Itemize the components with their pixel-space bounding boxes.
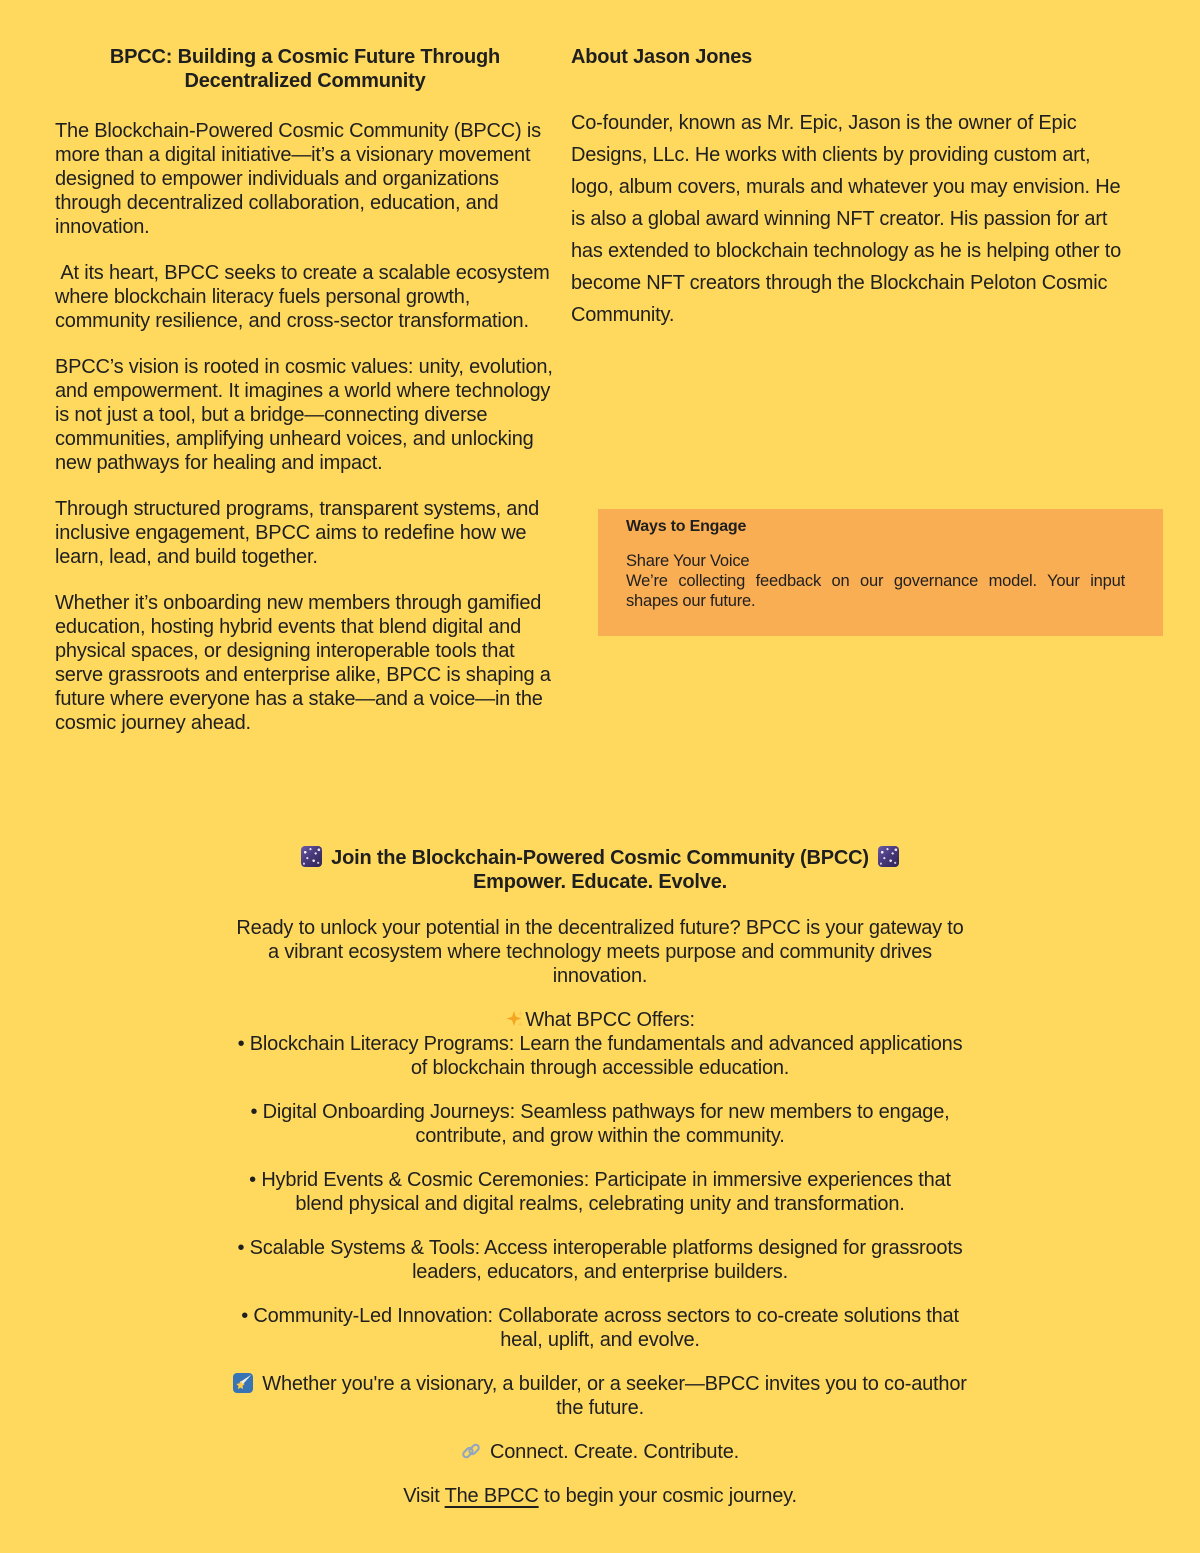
ways-to-engage-box [598,509,1163,636]
offer-bullet-4: • Scalable Systems & Tools: Access interoperable platforms designed for grassroots leaders, educators, and enterprise builders. [237,1237,963,1283]
visit-prefix: Visit [403,1485,445,1507]
left-column-heading: BPCC: Building a Cosmic Future Through Decentralized Community [109,46,501,92]
offer-bullet-1: • Blockchain Literacy Programs: Learn the fundamentals and advanced applications of blockchain through accessible education. [237,1033,963,1079]
offer-bullet-2: • Digital Onboarding Journeys: Seamless pathways for new members to engage, contribute, and grow within the community. [250,1101,950,1147]
link-icon [461,1441,481,1461]
left-paragraph-1: The Blockchain-Powered Cosmic Community (BPCC) is more than a digital initiative—it’s a visionary movement designed to empower individuals and organizations through decentralized collaboration, education, and innovation. [55,120,541,238]
left-paragraph-5: Whether it’s onboarding new members through gamified education, hosting hybrid events that blend digital and physical spaces, or designing interoperable tools that serve grassroots and enterprise alike, BPCC is shaping a future where everyone has a stake—and a voice—in the cosmic journey ahead. [55,592,551,734]
sparkles-icon [505,1009,525,1029]
visit-suffix: to begin your cosmic journey. [538,1485,797,1507]
join-tagline-text: Connect. Create. Contribute. [490,1441,739,1463]
engage-title: Ways to Engage [626,518,747,535]
join-section [230,846,970,1508]
join-outro-text: Whether you're a visionary, a builder, or a seeker—BPCC invites you to co-author the future. [262,1373,967,1419]
about-heading: About Jason Jones [571,46,753,68]
milky-way-icon [878,846,899,867]
bpcc-link[interactable]: The BPCC [444,1485,539,1507]
shooting-star-icon [233,1373,253,1393]
left-paragraph-2: At its heart, BPCC seeks to create a scalable ecosystem where blockchain literacy fuels personal growth, community resilience, and cross-sector transformation. [55,262,550,332]
join-heading [230,846,970,894]
milky-way-icon [301,846,322,867]
join-heading-text: Join the Blockchain-Powered Cosmic Community (BPCC) [331,847,869,869]
offer-bullet-3: • Hybrid Events & Cosmic Ceremonies: Participate in immersive experiences that blend physical and digital realms, celebrating unity and transformation. [249,1169,951,1215]
about-paragraph: Co-founder, known as Mr. Epic, Jason is the owner of Epic Designs, LLc. He works with clients by providing custom art, logo, album covers, murals and whatever you may envision. He is also a global award winning NFT creator. His passion for art has extended to blockchain technology as he is helping other to become NFT creators through the Blockchain Peloton Cosmic Community. [571,112,1122,326]
offer-bullet-5: • Community-Led Innovation: Collaborate across sectors to co-create solutions that heal, uplift, and evolve. [241,1305,959,1351]
engage-body: We’re collecting feedback on our governance model. Your input shapes our future. [626,572,1125,610]
offers-heading-text: What BPCC Offers: [525,1009,695,1031]
engage-subtitle: Share Your Voice [626,552,750,570]
join-tagline [230,1440,970,1464]
offers-heading [230,1008,970,1032]
join-heading-tagline: Empower. Educate. Evolve. [473,871,727,893]
join-intro: Ready to unlock your potential in the decentralized future? BPCC is your gateway to a vibrant ecosystem where technology meets purpose and community drives innovation. [236,917,964,987]
visit-line [230,1484,970,1508]
left-paragraph-3: BPCC’s vision is rooted in cosmic values: unity, evolution, and empowerment. It imagines a world where technology is not just a tool, but a bridge—connecting diverse communities, amplifying unheard voices, and unlocking new pathways for healing and impact. [55,356,553,474]
left-paragraph-4: Through structured programs, transparent systems, and inclusive engagement, BPCC aims to redefine how we learn, lead, and build together. [55,498,540,568]
join-outro [230,1372,970,1420]
about-section [571,45,1137,331]
left-column [55,45,555,735]
